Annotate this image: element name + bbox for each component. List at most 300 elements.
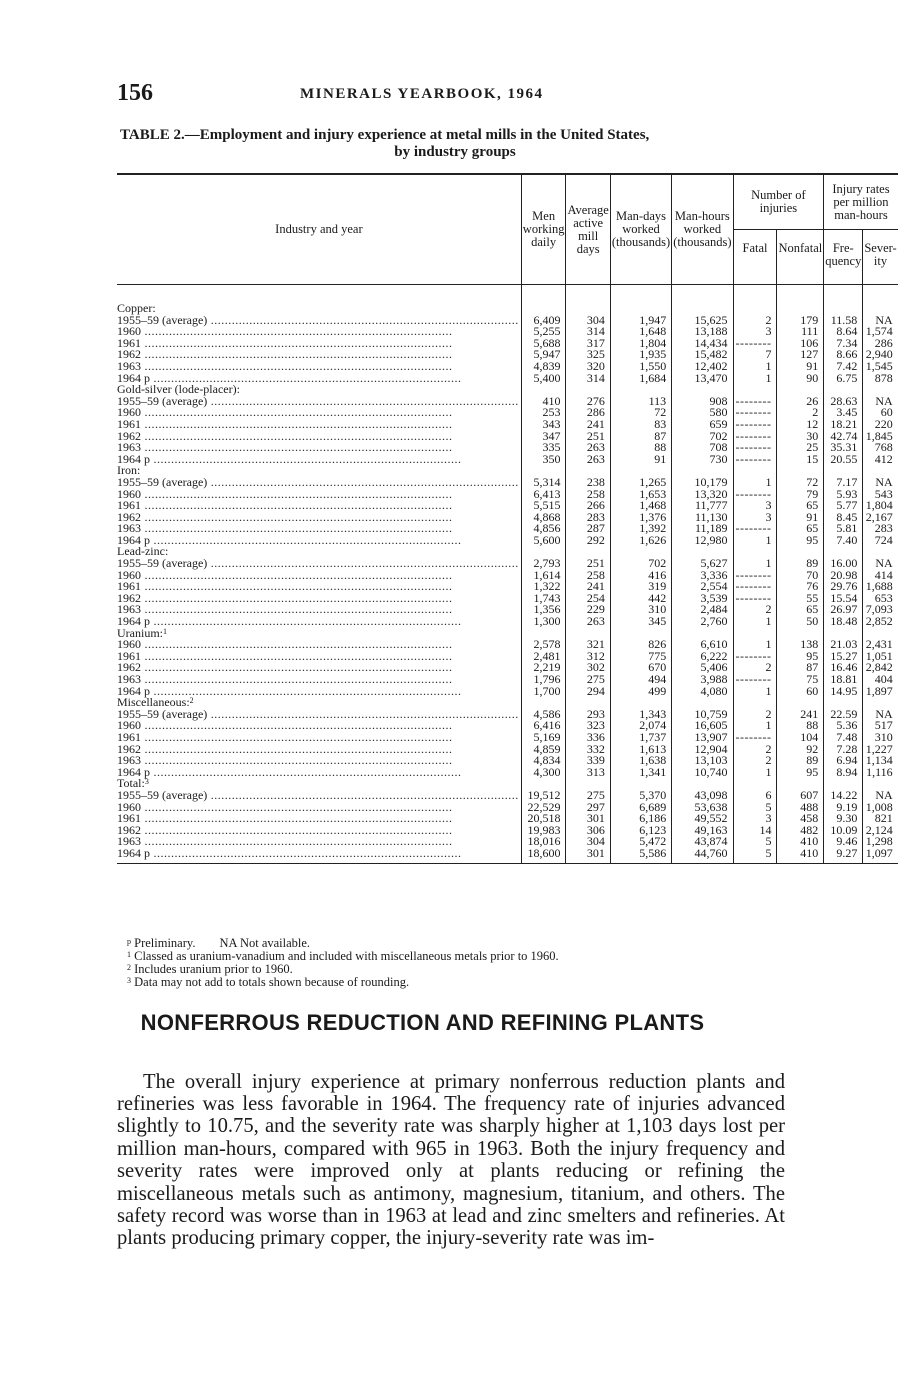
man-hours-cell: 6,610 bbox=[672, 639, 733, 651]
man-days-cell: 1,265 bbox=[610, 477, 671, 489]
mill-days-cell: 263 bbox=[566, 442, 610, 454]
men-working-cell: 5,169 bbox=[521, 732, 566, 744]
frequency-cell: 18.48 bbox=[824, 616, 863, 628]
nonfatal-cell: 458 bbox=[777, 813, 824, 825]
frequency-cell: 11.58 bbox=[824, 315, 863, 327]
frequency-cell: 16.00 bbox=[824, 558, 863, 570]
man-days-cell: 1,947 bbox=[610, 315, 671, 327]
year-text: 1955–59 (average) ..... bbox=[117, 396, 519, 408]
fatal-cell: -------- bbox=[733, 593, 777, 605]
fatal-cell: 1 bbox=[733, 686, 777, 698]
man-days-cell: 1,343 bbox=[610, 709, 671, 721]
man-days-cell: 1,804 bbox=[610, 338, 671, 350]
severity-cell: 2,124 bbox=[863, 825, 898, 837]
man-days-cell: 826 bbox=[610, 639, 671, 651]
severity-cell: 2,842 bbox=[863, 662, 898, 674]
year-text: 1961 ..... bbox=[117, 651, 519, 663]
frequency-cell: 7.40 bbox=[824, 535, 863, 547]
man-days-cell: 1,550 bbox=[610, 361, 671, 373]
man-days-cell: 775 bbox=[610, 651, 671, 663]
man-days-cell: 319 bbox=[610, 581, 671, 593]
body-paragraph: The overall injury experience at primary nonferrous reduction plants and refineries was less favorable in 1964. The frequency rate of injuries advanced slightly to 10.75, and the severity rate was sharply higher at 1,103 days lost per million man-hours, compared with 965 in 1963. Both the injury frequency and severity rates were improved only at plants reducing or refining the miscellaneous metals such as antimony, magnesium, titanium, and others. The safety record was worse than in 1963 at lead and zinc smelters and refineries. At plants producing primary copper, the injury-severity rate was im- bbox=[117, 1070, 785, 1250]
man-days-cell: 1,613 bbox=[610, 744, 671, 756]
nonfatal-cell: 106 bbox=[777, 338, 824, 350]
man-hours-cell: 3,539 bbox=[672, 593, 733, 605]
man-hours-cell: 13,907 bbox=[672, 732, 733, 744]
year-text: 1955–59 (average) ..... bbox=[117, 790, 519, 802]
category-name: Iron: bbox=[117, 463, 141, 478]
men-working-cell: 19,983 bbox=[521, 825, 566, 837]
year-text: 1961 ..... bbox=[117, 732, 519, 744]
year-text: 1961 ..... bbox=[117, 500, 519, 512]
man-days-cell: 416 bbox=[610, 570, 671, 582]
fatal-cell: -------- bbox=[733, 732, 777, 744]
nonfatal-cell: 50 bbox=[777, 616, 824, 628]
severity-cell: NA bbox=[863, 396, 898, 408]
men-working-cell: 19,512 bbox=[521, 790, 566, 802]
fatal-cell: -------- bbox=[733, 338, 777, 350]
mill-days-cell: 320 bbox=[566, 361, 610, 373]
year-text: 1963 ..... bbox=[117, 361, 519, 373]
nonfatal-cell: 55 bbox=[777, 593, 824, 605]
severity-cell: 310 bbox=[863, 732, 898, 744]
header-man-days: Man-days worked (thousands) bbox=[610, 174, 671, 285]
category-name: Uranium: bbox=[117, 625, 163, 640]
man-days-cell: 72 bbox=[610, 407, 671, 419]
man-days-cell: 1,341 bbox=[610, 767, 671, 779]
mill-days-cell: 325 bbox=[566, 349, 610, 361]
man-hours-cell: 2,554 bbox=[672, 581, 733, 593]
man-hours-cell: 3,988 bbox=[672, 674, 733, 686]
man-hours-cell: 6,222 bbox=[672, 651, 733, 663]
man-days-cell: 6,186 bbox=[610, 813, 671, 825]
man-hours-cell: 13,188 bbox=[672, 326, 733, 338]
men-working-cell: 5,400 bbox=[521, 373, 566, 385]
footnote-text: Data may not add to totals shown because of rounding. bbox=[134, 975, 410, 989]
fatal-cell: -------- bbox=[733, 396, 777, 408]
year-text: 1960 ..... bbox=[117, 639, 519, 651]
severity-cell: 2,852 bbox=[863, 616, 898, 628]
mill-days-cell: 275 bbox=[566, 790, 610, 802]
man-days-cell: 5,370 bbox=[610, 790, 671, 802]
man-days-cell: 1,648 bbox=[610, 326, 671, 338]
year-text: 1963 ..... bbox=[117, 755, 519, 767]
man-hours-cell: 2,760 bbox=[672, 616, 733, 628]
fatal-cell: -------- bbox=[733, 489, 777, 501]
mill-days-cell: 304 bbox=[566, 836, 610, 848]
nonfatal-cell: 91 bbox=[777, 361, 824, 373]
fatal-cell: 3 bbox=[733, 512, 777, 524]
men-working-cell: 2,793 bbox=[521, 558, 566, 570]
nonfatal-cell: 488 bbox=[777, 802, 824, 814]
man-hours-cell: 580 bbox=[672, 407, 733, 419]
fatal-cell: 2 bbox=[733, 315, 777, 327]
severity-cell: 1,545 bbox=[863, 361, 898, 373]
fatal-cell: -------- bbox=[733, 651, 777, 663]
fatal-cell: 1 bbox=[733, 767, 777, 779]
footnote-3 bbox=[127, 976, 559, 989]
nonfatal-cell: 138 bbox=[777, 639, 824, 651]
frequency-cell: 14.22 bbox=[824, 790, 863, 802]
frequency-cell: 15.54 bbox=[824, 593, 863, 605]
year-text: 1963 ..... bbox=[117, 836, 519, 848]
man-days-cell: 88 bbox=[610, 442, 671, 454]
fatal-cell: 5 bbox=[733, 802, 777, 814]
frequency-cell: 9.27 bbox=[824, 848, 863, 863]
frequency-cell: 7.34 bbox=[824, 338, 863, 350]
fatal-cell: -------- bbox=[733, 570, 777, 582]
nonfatal-cell: 90 bbox=[777, 373, 824, 385]
man-days-cell: 1,392 bbox=[610, 523, 671, 535]
year-text: 1960 ..... bbox=[117, 802, 519, 814]
men-working-cell: 343 bbox=[521, 419, 566, 431]
frequency-cell: 9.30 bbox=[824, 813, 863, 825]
mill-days-cell: 229 bbox=[566, 604, 610, 616]
year-text: 1964 p ..... bbox=[117, 767, 519, 779]
severity-cell: 1,051 bbox=[863, 651, 898, 663]
year-label bbox=[117, 451, 521, 466]
severity-cell: 821 bbox=[863, 813, 898, 825]
year-text: 1962 ..... bbox=[117, 662, 519, 674]
mill-days-cell: 332 bbox=[566, 744, 610, 756]
fatal-cell: 1 bbox=[733, 720, 777, 732]
man-hours-cell: 13,470 bbox=[672, 373, 733, 385]
year-text: 1964 p ..... bbox=[117, 373, 519, 385]
man-hours-cell: 13,103 bbox=[672, 755, 733, 767]
frequency-cell: 18.21 bbox=[824, 419, 863, 431]
category-name: Lead-zinc: bbox=[117, 544, 169, 559]
man-hours-cell: 11,130 bbox=[672, 512, 733, 524]
frequency-cell: 5.93 bbox=[824, 489, 863, 501]
man-hours-cell: 2,484 bbox=[672, 604, 733, 616]
year-text: 1962 ..... bbox=[117, 744, 519, 756]
year-text: 1962 ..... bbox=[117, 825, 519, 837]
men-working-cell: 4,834 bbox=[521, 755, 566, 767]
year-text: 1963 ..... bbox=[117, 674, 519, 686]
frequency-cell: 5.77 bbox=[824, 500, 863, 512]
men-working-cell: 1,743 bbox=[521, 593, 566, 605]
frequency-cell: 8.66 bbox=[824, 349, 863, 361]
man-days-cell: 5,586 bbox=[610, 848, 671, 863]
fatal-cell: -------- bbox=[733, 431, 777, 443]
man-hours-cell: 43,874 bbox=[672, 836, 733, 848]
man-days-cell: 1,653 bbox=[610, 489, 671, 501]
section-heading: NONFERROUS REDUCTION AND REFINING PLANTS bbox=[140, 1010, 705, 1035]
table-row bbox=[117, 686, 898, 698]
nonfatal-cell: 65 bbox=[777, 523, 824, 535]
fatal-cell: 1 bbox=[733, 616, 777, 628]
table-title-line2: by industry groups bbox=[394, 144, 516, 160]
man-hours-cell: 12,904 bbox=[672, 744, 733, 756]
injury-table bbox=[117, 173, 898, 864]
year-text: 1960 ..... bbox=[117, 720, 519, 732]
table-body bbox=[117, 285, 898, 864]
frequency-cell: 18.81 bbox=[824, 674, 863, 686]
severity-cell: 2,167 bbox=[863, 512, 898, 524]
nonfatal-cell: 127 bbox=[777, 349, 824, 361]
men-working-cell: 5,947 bbox=[521, 349, 566, 361]
header-men-working: Men working daily bbox=[521, 174, 566, 285]
frequency-cell: 8.64 bbox=[824, 326, 863, 338]
severity-cell: 1,574 bbox=[863, 326, 898, 338]
man-hours-cell: 43,098 bbox=[672, 790, 733, 802]
year-text: 1964 p ..... bbox=[117, 454, 519, 466]
footnote-text: Classed as uranium-vanadium and included with miscellaneous metals prior to 1960. bbox=[134, 949, 559, 963]
nonfatal-cell: 75 bbox=[777, 674, 824, 686]
year-text: 1964 p ..... bbox=[117, 848, 519, 860]
fatal-cell: 14 bbox=[733, 825, 777, 837]
nonfatal-cell: 2 bbox=[777, 407, 824, 419]
fatal-cell: 1 bbox=[733, 558, 777, 570]
man-hours-cell: 10,179 bbox=[672, 477, 733, 489]
men-working-cell: 5,688 bbox=[521, 338, 566, 350]
severity-cell: 878 bbox=[863, 373, 898, 385]
man-hours-cell: 53,638 bbox=[672, 802, 733, 814]
nonfatal-cell: 60 bbox=[777, 686, 824, 698]
header-rates-group: Injury rates per million man-hours bbox=[824, 174, 898, 230]
frequency-cell: 21.03 bbox=[824, 639, 863, 651]
mill-days-cell: 301 bbox=[566, 848, 610, 863]
severity-cell: 1,804 bbox=[863, 500, 898, 512]
severity-cell: 517 bbox=[863, 720, 898, 732]
year-text: 1962 ..... bbox=[117, 593, 519, 605]
frequency-cell: 9.46 bbox=[824, 836, 863, 848]
frequency-cell: 10.09 bbox=[824, 825, 863, 837]
man-hours-cell: 11,777 bbox=[672, 500, 733, 512]
table-row bbox=[117, 616, 898, 628]
severity-cell: NA bbox=[863, 790, 898, 802]
year-text: 1963 ..... bbox=[117, 523, 519, 535]
severity-cell: NA bbox=[863, 477, 898, 489]
severity-cell: 1,008 bbox=[863, 802, 898, 814]
man-days-cell: 1,626 bbox=[610, 535, 671, 547]
men-working-cell: 2,481 bbox=[521, 651, 566, 663]
mill-days-cell: 258 bbox=[566, 489, 610, 501]
frequency-cell: 7.48 bbox=[824, 732, 863, 744]
category-name: Copper: bbox=[117, 301, 156, 315]
severity-cell: 286 bbox=[863, 338, 898, 350]
year-text: 1963 ..... bbox=[117, 604, 519, 616]
man-hours-cell: 13,320 bbox=[672, 489, 733, 501]
mill-days-cell: 292 bbox=[566, 535, 610, 547]
man-hours-cell: 3,336 bbox=[672, 570, 733, 582]
mill-days-cell: 276 bbox=[566, 396, 610, 408]
nonfatal-cell: 104 bbox=[777, 732, 824, 744]
severity-cell: 1,845 bbox=[863, 431, 898, 443]
severity-cell: 2,940 bbox=[863, 349, 898, 361]
mill-days-cell: 266 bbox=[566, 500, 610, 512]
fatal-cell: 1 bbox=[733, 639, 777, 651]
footnote-mark: 3 bbox=[127, 976, 131, 985]
nonfatal-cell: 91 bbox=[777, 512, 824, 524]
man-hours-cell: 10,759 bbox=[672, 709, 733, 721]
mill-days-cell: 314 bbox=[566, 326, 610, 338]
men-working-cell: 5,515 bbox=[521, 500, 566, 512]
frequency-cell: 5.36 bbox=[824, 720, 863, 732]
man-days-cell: 1,935 bbox=[610, 349, 671, 361]
nonfatal-cell: 482 bbox=[777, 825, 824, 837]
mill-days-cell: 263 bbox=[566, 454, 610, 466]
man-days-cell: 1,376 bbox=[610, 512, 671, 524]
man-days-cell: 310 bbox=[610, 604, 671, 616]
man-hours-cell: 659 bbox=[672, 419, 733, 431]
table-title bbox=[120, 127, 790, 161]
year-text: 1960 ..... bbox=[117, 489, 519, 501]
fatal-cell: -------- bbox=[733, 581, 777, 593]
severity-cell: 220 bbox=[863, 419, 898, 431]
frequency-cell: 5.81 bbox=[824, 523, 863, 535]
men-working-cell: 410 bbox=[521, 396, 566, 408]
mill-days-cell: 297 bbox=[566, 802, 610, 814]
footnote-mark: p bbox=[127, 937, 131, 946]
mill-days-cell: 301 bbox=[566, 813, 610, 825]
man-hours-cell: 5,406 bbox=[672, 662, 733, 674]
man-hours-cell: 10,740 bbox=[672, 767, 733, 779]
fatal-cell: 3 bbox=[733, 500, 777, 512]
men-working-cell: 18,600 bbox=[521, 848, 566, 863]
men-working-cell: 4,839 bbox=[521, 361, 566, 373]
nonfatal-cell: 179 bbox=[777, 315, 824, 327]
man-hours-cell: 4,080 bbox=[672, 686, 733, 698]
men-working-cell: 22,529 bbox=[521, 802, 566, 814]
fatal-cell: -------- bbox=[733, 407, 777, 419]
footnote-ref: 3 bbox=[144, 777, 149, 787]
footnote-text: Includes uranium prior to 1960. bbox=[134, 962, 293, 976]
year-text: 1961 ..... bbox=[117, 419, 519, 431]
frequency-cell: 3.45 bbox=[824, 407, 863, 419]
category-name: Gold-silver (lode-placer): bbox=[117, 382, 240, 397]
fatal-cell: 3 bbox=[733, 813, 777, 825]
mill-days-cell: 251 bbox=[566, 431, 610, 443]
men-working-cell: 4,868 bbox=[521, 512, 566, 524]
year-text: 1963 ..... bbox=[117, 442, 519, 454]
man-days-cell: 499 bbox=[610, 686, 671, 698]
year-text: 1960 ..... bbox=[117, 326, 519, 338]
fatal-cell: 2 bbox=[733, 709, 777, 721]
category-name: Total: bbox=[117, 776, 145, 791]
man-hours-cell: 14,434 bbox=[672, 338, 733, 350]
nonfatal-cell: 92 bbox=[777, 744, 824, 756]
footnote-text: Preliminary. bbox=[134, 936, 196, 950]
header-injuries-group: Number of injuries bbox=[733, 174, 824, 230]
nonfatal-cell: 79 bbox=[777, 489, 824, 501]
man-hours-cell: 12,402 bbox=[672, 361, 733, 373]
severity-cell: 543 bbox=[863, 489, 898, 501]
fatal-cell: 7 bbox=[733, 349, 777, 361]
men-working-cell: 4,300 bbox=[521, 767, 566, 779]
nonfatal-cell: 241 bbox=[777, 709, 824, 721]
mill-days-cell: 275 bbox=[566, 674, 610, 686]
nonfatal-cell: 89 bbox=[777, 558, 824, 570]
severity-cell: 1,688 bbox=[863, 581, 898, 593]
frequency-cell: 29.76 bbox=[824, 581, 863, 593]
severity-cell: 414 bbox=[863, 570, 898, 582]
nonfatal-cell: 607 bbox=[777, 790, 824, 802]
men-working-cell: 335 bbox=[521, 442, 566, 454]
frequency-cell: 7.42 bbox=[824, 361, 863, 373]
frequency-cell: 7.17 bbox=[824, 477, 863, 489]
fatal-cell: 1 bbox=[733, 477, 777, 489]
nonfatal-cell: 72 bbox=[777, 477, 824, 489]
men-working-cell: 1,796 bbox=[521, 674, 566, 686]
nonfatal-cell: 111 bbox=[777, 326, 824, 338]
header-frequency: Fre-quency bbox=[824, 230, 863, 285]
table-row bbox=[117, 767, 898, 779]
man-days-cell: 702 bbox=[610, 558, 671, 570]
man-days-cell: 87 bbox=[610, 431, 671, 443]
men-working-cell: 5,600 bbox=[521, 535, 566, 547]
man-days-cell: 5,472 bbox=[610, 836, 671, 848]
men-working-cell: 1,300 bbox=[521, 616, 566, 628]
frequency-cell: 14.95 bbox=[824, 686, 863, 698]
man-days-cell: 6,689 bbox=[610, 802, 671, 814]
table-row bbox=[117, 535, 898, 547]
mill-days-cell: 294 bbox=[566, 686, 610, 698]
man-hours-cell: 44,760 bbox=[672, 848, 733, 863]
man-hours-cell: 15,625 bbox=[672, 315, 733, 327]
severity-cell: NA bbox=[863, 709, 898, 721]
man-days-cell: 2,074 bbox=[610, 720, 671, 732]
year-text: 1955–59 (average) ..... bbox=[117, 709, 519, 721]
nonfatal-cell: 89 bbox=[777, 755, 824, 767]
header-fatal: Fatal bbox=[733, 230, 777, 285]
severity-cell: 2,431 bbox=[863, 639, 898, 651]
men-working-cell: 6,413 bbox=[521, 489, 566, 501]
fatal-cell: 5 bbox=[733, 836, 777, 848]
man-hours-cell: 5,627 bbox=[672, 558, 733, 570]
men-working-cell: 1,322 bbox=[521, 581, 566, 593]
severity-cell: NA bbox=[863, 558, 898, 570]
footnote-ref: 1 bbox=[163, 626, 167, 636]
man-hours-cell: 49,552 bbox=[672, 813, 733, 825]
men-working-cell: 5,314 bbox=[521, 477, 566, 489]
fatal-cell: 5 bbox=[733, 848, 777, 863]
fatal-cell: 1 bbox=[733, 361, 777, 373]
fatal-cell: 2 bbox=[733, 755, 777, 767]
men-working-cell: 6,409 bbox=[521, 315, 566, 327]
men-working-cell: 1,614 bbox=[521, 570, 566, 582]
frequency-cell: 16.46 bbox=[824, 662, 863, 674]
year-text: 1961 ..... bbox=[117, 581, 519, 593]
severity-cell: 412 bbox=[863, 454, 898, 466]
nonfatal-cell: 410 bbox=[777, 836, 824, 848]
severity-cell: 653 bbox=[863, 593, 898, 605]
frequency-cell: 20.55 bbox=[824, 454, 863, 466]
year-text: 1962 ..... bbox=[117, 349, 519, 361]
nonfatal-cell: 410 bbox=[777, 848, 824, 863]
footnote-ref: 2 bbox=[189, 696, 194, 706]
man-hours-cell: 730 bbox=[672, 454, 733, 466]
footnote-mark: 2 bbox=[127, 963, 131, 972]
men-working-cell: 1,700 bbox=[521, 686, 566, 698]
table-row bbox=[117, 454, 898, 466]
nonfatal-cell: 65 bbox=[777, 500, 824, 512]
severity-cell: 1,097 bbox=[863, 848, 898, 863]
frequency-cell: 6.75 bbox=[824, 373, 863, 385]
year-text: 1960 ..... bbox=[117, 407, 519, 419]
man-days-cell: 1,638 bbox=[610, 755, 671, 767]
header-nonfatal: Nonfatal bbox=[777, 230, 824, 285]
year-label bbox=[117, 845, 521, 863]
year-text: 1964 p ..... bbox=[117, 616, 519, 628]
nonfatal-cell: 87 bbox=[777, 662, 824, 674]
year-text: 1964 p ..... bbox=[117, 686, 519, 698]
year-text: 1962 ..... bbox=[117, 431, 519, 443]
mill-days-cell: 263 bbox=[566, 616, 610, 628]
frequency-cell: 15.27 bbox=[824, 651, 863, 663]
year-text: 1962 ..... bbox=[117, 512, 519, 524]
nonfatal-cell: 26 bbox=[777, 396, 824, 408]
